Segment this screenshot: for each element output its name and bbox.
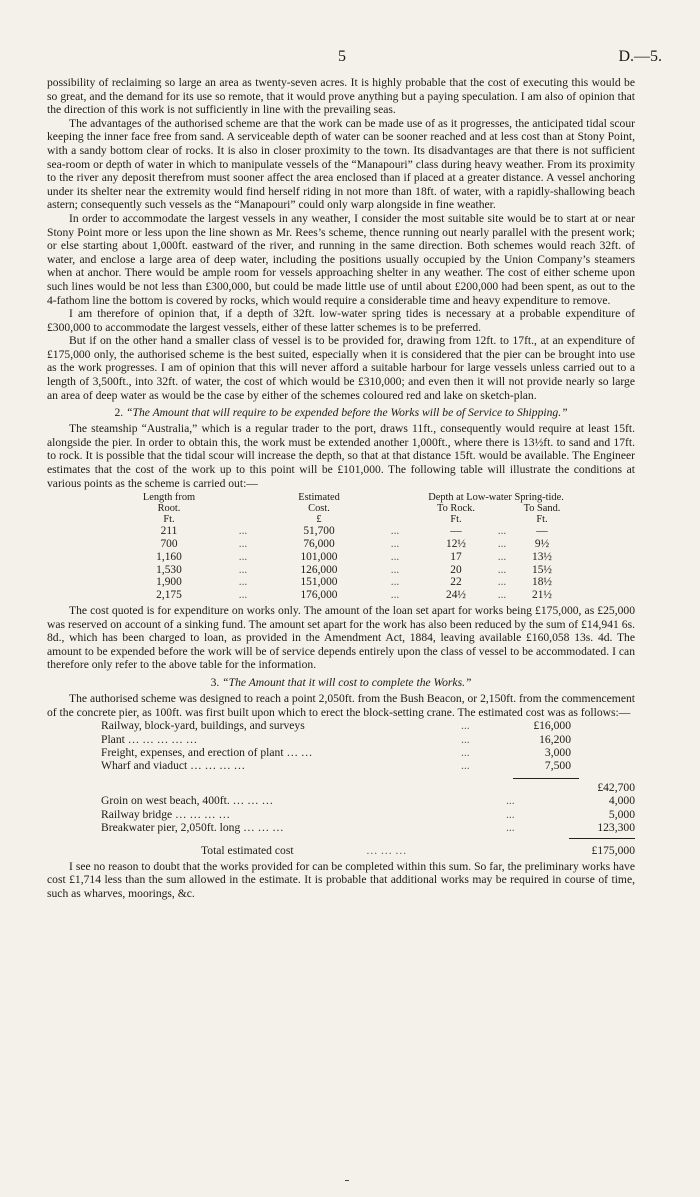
- subtotal-rule-row: [101, 773, 635, 781]
- leader-dots: ...: [390, 576, 400, 589]
- estimate-label: Breakwater pier, 2,050ft. long … … …: [101, 820, 284, 834]
- paragraph: The steamship “Australia,” which is a regular trader to the port, draws 11ft., consequently would require at least 15ft. alongside the pier. In order to obtain this, the work must be extended another 1,000ft., where there is 13½ft. to sand and 17ft. to rock. It is possible that the tidal scour will increase the depth, so that at that distance 15ft. would be available. The Engineer estimates that the cost of the work up to this point will be £101,000. The following table will illustrate the conditions at various points as the scheme is carried out:—: [47, 422, 635, 490]
- cell-length: 1,530: [156, 563, 182, 576]
- page-footer-mark: [345, 1180, 349, 1181]
- leader-dots: ...: [506, 807, 515, 821]
- estimate-row: [101, 759, 635, 772]
- table-row: [125, 538, 567, 551]
- estimate-row: [101, 821, 635, 834]
- estimate-label: Wharf and viaduct … … … …: [101, 759, 246, 773]
- cell-sand: 13½: [532, 550, 552, 563]
- leader-dots: ...: [497, 589, 507, 602]
- paragraph: I am therefore of opinion that, if a depth of 32ft. low-water spring tides is necessary at a probable expenditure of £300,000 to accommodate the largest vessels, either of these latter schemes is to be preferred.: [47, 307, 635, 334]
- leader-dots: ...: [461, 759, 470, 773]
- cell-cost: 151,000: [300, 576, 338, 589]
- estimate-label: Plant … … … … …: [101, 732, 198, 746]
- table-row: [125, 564, 567, 577]
- cell-sand: 21½: [532, 589, 552, 602]
- cell-rock: —: [450, 525, 462, 538]
- header-length-2: Root.: [157, 503, 181, 515]
- table-row: [125, 589, 567, 602]
- cell-cost: 51,700: [303, 525, 335, 538]
- section-number: 2.: [114, 406, 124, 420]
- leader-dots: ...: [497, 538, 507, 551]
- section-heading-3: [47, 676, 635, 689]
- leader-dots: ...: [390, 550, 400, 563]
- cell-rock: 17: [450, 550, 462, 563]
- leader-dots: … … …: [366, 844, 407, 858]
- header-cost-3: £: [316, 514, 322, 526]
- leader-dots: ...: [497, 563, 507, 576]
- cell-rock: 24½: [446, 589, 466, 602]
- leader-dots: ...: [238, 525, 248, 538]
- header-depth-title: Depth at Low-water Spring-tide.: [428, 492, 564, 504]
- cell-rock: 20: [450, 563, 462, 576]
- estimate-amount: 3,000: [544, 745, 571, 759]
- cell-sand: 18½: [532, 576, 552, 589]
- estimate-amount: 5,000: [608, 807, 635, 821]
- header-sand-2: Ft.: [536, 514, 548, 526]
- table-row: [125, 576, 567, 589]
- paragraph: I see no reason to doubt that the works provided for can be completed within this sum. So far, the preliminary works have cost £1,714 less than the sum allowed in the estimate. It is probable that additional works may be required in course of time, such as wharves, moorings, &c.: [47, 859, 635, 900]
- cell-length: 2,175: [156, 589, 182, 602]
- section-number: 3.: [210, 675, 220, 689]
- subtotal-rule: [513, 778, 579, 779]
- leader-dots: ...: [497, 525, 507, 538]
- cell-cost: 76,000: [303, 538, 335, 551]
- cell-sand: 15½: [532, 563, 552, 576]
- cell-rock: 12½: [446, 538, 466, 551]
- paragraph: possibility of reclaiming so large an area as twenty-seven acres. It is highly probable that the cost of executing this would be so great, and the demand for its use so remote, that it would prove anything but a paying speculation. I am also of opinion that the direction of this work is not sufficiently in line with the prevailing seas.: [47, 76, 635, 117]
- leader-dots: ...: [390, 589, 400, 602]
- table-row: [125, 525, 567, 538]
- section-title: “The Amount that it will cost to complete the Works.”: [222, 675, 472, 689]
- paragraph: The authorised scheme was designed to reach a point 2,050ft. from the Bush Beacon, or 2,150ft. from the commencement of the concrete pier, as 100ft. was first built upon which to erect the block-setting crane. The estimated cost was as follows:—: [47, 691, 635, 719]
- leader-dots: ...: [390, 538, 400, 551]
- document-reference: D.—5.: [618, 48, 662, 65]
- leader-dots: ...: [461, 732, 470, 746]
- leader-dots: ...: [238, 538, 248, 551]
- cost-estimate: [101, 719, 635, 858]
- estimate-amount: £16,000: [533, 719, 571, 733]
- estimate-label: Groin on west beach, 400ft. … … …: [101, 794, 274, 808]
- total-row: [101, 844, 635, 857]
- paragraph: The advantages of the authorised scheme are that the work can be made use of as it progresses, the anticipated tidal scour keeping the inner face free from sand. A serviceable depth of water can be sooner reached and at less cost than at Stony Point, with a sandy bottom clear of rocks. It is also in closer proximity to the town. Its disadvantages are that there is not sufficient sea-room or depth of water in which to manipulate vessels of the “Manapouri” class during heavy weather. From its proximity to the river any deposit therefrom must sooner affect the area enclosed than if placed at a greater distance. A vessel anchoring under its shelter near the extremity would find herself riding in not more than 18ft. of water, with a rapidly-shallowing beach astern; consequently such vessels as the “Manapouri” could only warp alongside in fine weather.: [47, 116, 635, 212]
- paragraph: In order to accommodate the largest vessels in any weather, I consider the most suitable site would be to start at or near Stony Point more or less upon the line shown as Mr. Rees’s scheme, thence running out nearly parallel with the present work; or else starting about 1,000ft. eastward of the river, and running in the same direction. Both schemes would reach 32ft. of water, and enclose a large area of deep water, including the positions usually occupied by the Union Company’s steamers when at anchor. There would be ample room for vessels approaching shelter in any weather. The cost of either scheme upon such lines would be not less than £300,000, but could be made little use of until about £200,000 had been spent, as out to the 4-fathom line the bottom is covered by rocks, which would require a considerable time and heavy expenditure to remove.: [47, 211, 635, 307]
- leader-dots: ...: [461, 719, 470, 733]
- cell-length: 700: [160, 538, 178, 551]
- estimate-amount: 16,200: [539, 732, 571, 746]
- estimate-label: Railway, block-yard, buildings, and surveys: [101, 719, 305, 733]
- estimate-subtotal: £42,700: [597, 780, 635, 794]
- header-sand-1: To Sand.: [523, 503, 561, 515]
- leader-dots: ...: [238, 589, 248, 602]
- leader-dots: ...: [497, 576, 507, 589]
- page-number: 5: [338, 48, 346, 65]
- cell-cost: 101,000: [300, 550, 338, 563]
- section-title: “The Amount that will require to be expended before the Works will be of Service to Shipping.”: [126, 406, 568, 420]
- leader-dots: ...: [497, 550, 507, 563]
- total-rule-row: [101, 834, 635, 844]
- header-length-1: Length from: [142, 492, 196, 504]
- paragraph: But if on the other hand a smaller class of vessel is to be provided for, drawing from 12ft. to 17ft., at an expenditure of £175,000 only, the authorised scheme is the best suited, especially when it is considered that the pier can be brought into use as the work progresses. I am of opinion that this will never afford a suitable harbour for large vessels unless carried out to a length of 3,500ft., into 32ft. of water, the cost of which would be £310,000; and even then it will not provide nearly so large an area of deep water as would be the case by either of the schemes coloured red and lake on sketch-plan.: [47, 334, 635, 402]
- subtotal-row: [101, 781, 635, 794]
- header-cost-2: Cost.: [308, 503, 330, 515]
- cell-length: 1,160: [156, 550, 182, 563]
- leader-dots: ...: [461, 745, 470, 759]
- header-cost-1: Estimated: [298, 492, 340, 504]
- header-rock-2: Ft.: [450, 514, 462, 526]
- cell-length: 211: [160, 525, 178, 538]
- section-heading-2: [47, 406, 635, 419]
- estimate-row: [101, 746, 635, 759]
- estimate-total: £175,000: [591, 844, 635, 858]
- header-length-3: Ft.: [163, 514, 175, 526]
- estimate-label: Freight, expenses, and erection of plant … …: [101, 745, 313, 759]
- cell-cost: 176,000: [300, 589, 338, 602]
- estimate-row: [101, 733, 635, 746]
- table-row: [125, 551, 567, 564]
- leader-dots: ...: [506, 820, 515, 834]
- page-header: [0, 48, 700, 68]
- header-rock-1: To Rock.: [437, 503, 475, 515]
- cell-rock: 22: [450, 576, 462, 589]
- estimate-row: [101, 719, 635, 732]
- cell-sand: —: [536, 525, 548, 538]
- total-label: Total estimated cost: [201, 844, 294, 858]
- leader-dots: ...: [506, 794, 515, 808]
- estimate-amount: 4,000: [608, 794, 635, 808]
- leader-dots: ...: [390, 563, 400, 576]
- estimate-row: [101, 808, 635, 821]
- paragraph: The cost quoted is for expenditure on works only. The amount of the loan set apart for works being £175,000, as £25,000 was reserved on account of a sinking fund. The amount set apart for the work has also been reduced by the sum of £14,941 6s. 8d., which has been charged to loan, as provided in the Amendment Act, 1884, leaving available £160,058 13s. 4d. The amount to be expended before the work will be of service depends entirely upon the class of vessel to be accommodated. I can therefore only refer to the above table for the information.: [47, 604, 635, 672]
- document-body: [47, 76, 635, 900]
- cell-cost: 126,000: [300, 563, 338, 576]
- estimate-row: [101, 794, 635, 807]
- leader-dots: ...: [238, 563, 248, 576]
- leader-dots: ...: [238, 550, 248, 563]
- estimate-amount: 123,300: [597, 820, 635, 834]
- leader-dots: ...: [390, 525, 400, 538]
- estimate-label: Railway bridge … … … …: [101, 807, 231, 821]
- total-rule: [569, 838, 635, 839]
- estimate-amount: 7,500: [544, 759, 571, 773]
- cell-sand: 9½: [534, 538, 550, 551]
- leader-dots: ...: [238, 576, 248, 589]
- depth-cost-table: [125, 492, 567, 602]
- cell-length: 1,900: [156, 576, 182, 589]
